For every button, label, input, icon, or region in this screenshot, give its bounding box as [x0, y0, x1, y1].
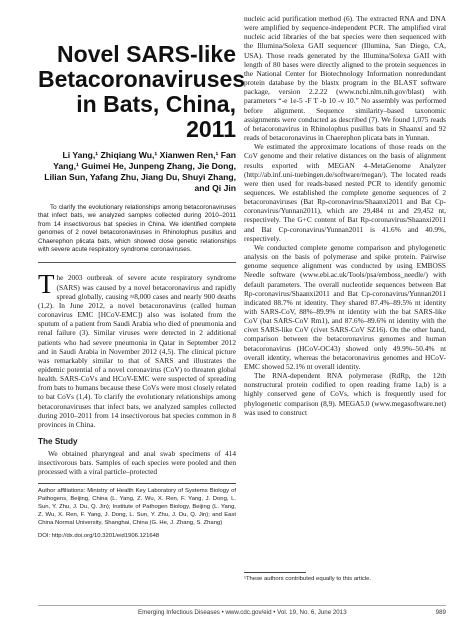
- drop-cap: T: [38, 269, 55, 300]
- right-column: [244, 14, 446, 417]
- author-list: Li Yang,¹ Zhiqiang Wu,¹ Xianwen Ren,¹ Fan Yang,¹ Guimei He, Junpeng Zhang, Jie Dong, Lilian Sun, Yafang Zhu, Jiang Du, Shuyi Zhang, and Qi Jin: [44, 150, 236, 193]
- affiliation-divider: [38, 483, 236, 484]
- study-paragraph: We obtained pharyngeal and anal swab specimens of 414 insectivorous bats. Samples of each species were pooled and then processed with a viral particle–protected: [38, 449, 236, 477]
- body-paragraph: nucleic acid purification method (6). The extracted RNA and DNA were amplified by sequence-independent PCR. The amplified viral nucleic acid libraries of the bat species were then sequenced with the Illumina/Solexa GAII sequencer (Illumina, San Diego, CA, USA). Those reads generated by the Illumina/Solexa GAII with length of 80 bases were directly aligned to the protein sequences in the National Center for Biotechnology Information nonredundant protein database by the blastx program in the BLAST software package, version 2.2.22 (www.ncbi.nlm.nih.gov/blast) with parameters “-e 1e-5 -F T -b 10 -v 10.” No assembly was performed before alignment. Sequence similarity–based taxonomic assignments were conducted as described (7). We found 1,075 reads of betacoronavirus in Rhinolophus pusillus bats in Shaanxi and 92 reads of betacoronavirus in Chaerephon plicata bats in Yunnan.: [244, 14, 446, 143]
- section-heading-study: The Study: [38, 437, 78, 447]
- footer-divider: [38, 605, 446, 606]
- study-body: [38, 449, 236, 476]
- body-paragraph: The RNA-dependent RNA polymerase (RdRp, the 12th nonstructural protein codified to open reading frame 1a,b) is a highly conserved gene of CoVs, which is frequently used for phylogenetic comparison (8,9). MEGA5.0 (www.megasoftware.net) was used to construct: [244, 371, 446, 417]
- article-title: Novel SARS-like Betacoronaviruses in Bats, China, 2011: [38, 41, 246, 142]
- intro-text: he 2003 outbreak of severe acute respiratory syndrome (SARS) was caused by a novel betacoronavirus and rapidly spread globally, causing ≈8,000 cases and nearly 900 deaths (1,2). In June 2012, a novel betacoronavirus (called human coronavirus EMC [HCoV-EMC]) also was isolated from the sputum of a patient from Saudi Arabia who died of pneumonia and renal failure (3). Similar viruses were detected in 2 additional patients who had severe pneumonia in Qatar in September 2012 and in Saudi Arabia in November 2012 (4,5). The clinical picture was remarkably similar to that of SARS and illustrates the epidemic potential of a novel coronavirus (CoV) to threaten global health. SARS-CoVs and HCoV-EMC were suspected of spreading from bats to humans because these CoVs were most closely related to bat CoVs (1,4). To clarify the evolutionary relationships among betacoronaviruses that infect bats, we analyzed samples collected during 2010–2011 from 14 insectivorous bat species common in 8 provinces in China.: [38, 273, 236, 429]
- page-number: 989: [435, 609, 446, 616]
- body-paragraph: We estimated the approximate locations of those reads on the CoV genome and their relative distances on the basis of alignment results exported with MEGAN 4–MetaGenome Analyzer (http://ab.inf.uni-tuebingen.de/software/megan/). The located reads were then used for reads-based nested PCR to identify genomic sequences. We established the complete genome sequences of 2 betacoronaviruses (Bat Rp-coronavirus/Shaanxi2011 and Bat Cp-coronavirus/Yunnan2011), which are 29,484 nt and 29,452 nt, respectively. The G+C content of Bat Rp-coronavirus/Shaanxi2011 and Bat Cp-coronavirus/Yunnan2011 is 41.6% and 40.9%, respectively.: [244, 142, 446, 243]
- author-affiliations: Author affiliations: Ministry of Health Key Laboratory of Systems Biology of Pathogens, Beijing, China (L. Yang, Z. Wu, X. Ren, F. Yang, J. Dong, L. Sun, Y. Zhu, J. Du, Q. Jin); Institute of Pathogen Biology, Beijing (L. Yang, Z. Wu, X. Ren, F. Yang, J. Dong, L. Sun, Y. Zhu, J. Du, Q. Jin); and East China Normal University, Shanghai, China (G. He, J. Zhang, S. Zhang): [38, 487, 236, 527]
- abstract: To clarify the evolutionary relationships among betacoronaviruses that infect bats, we analyzed samples collected during 2010–2011 from 14 insectivorous bat species in China. We identified complete genomes of 2 novel betacoronaviruses in Rhinolophus pusillus and Chaerephon plicata bats, which showed close genetic relationships with severe acute respiratory syndrome coronaviruses.: [38, 204, 236, 254]
- body-paragraph: We conducted complete genome comparison and phylogenetic analysis on the basis of polymerase and spike protein. Pairwise genome sequence alignment was conducted by using EMBOSS Needle software (www.ebi.ac.uk/Tools/psa/emboss_needle/) with default parameters. The overall nucleotide sequences between Bat Rp-coronavirus/Shaanxi2011 and Bat Cp-coronavirus/Yunnan2011 indicated 88.7% nt identity. They shared 87.4%–89.5% nt identity with SARS-CoV, 88%–89.9% nt identity with the bat SARS-like CoV (bat SARS-CoV Rm1), and 87.6%–89.6% nt identity with the civet SARS-like CoV (civet SARS-CoV SZ16). On the other hand, comparison between the betacoronavirus genomes and human betacoronavirus (HCoV-OC43) showed only 49.9%–50.4% nt overall identity, whereas the betacoronavirus genomes and HCoV-EMC showed 52.1% nt overall identity.: [244, 242, 446, 371]
- journal-footer: Emerging Infectious Diseases • www.cdc.gov/eid • Vol. 19, No. 6, June 2013: [138, 609, 347, 616]
- left-column: [38, 14, 246, 539]
- footnote-divider: [244, 572, 306, 573]
- intro-body: [38, 269, 236, 429]
- right-body: [244, 14, 446, 417]
- footnote: ¹These authors contributed equally to this article.: [244, 576, 372, 582]
- intro-paragraph: [38, 269, 236, 429]
- doi-link[interactable]: DOI: http://dx.doi.org/10.3201/eid1906.121648: [38, 532, 160, 539]
- abstract-divider: [38, 262, 236, 263]
